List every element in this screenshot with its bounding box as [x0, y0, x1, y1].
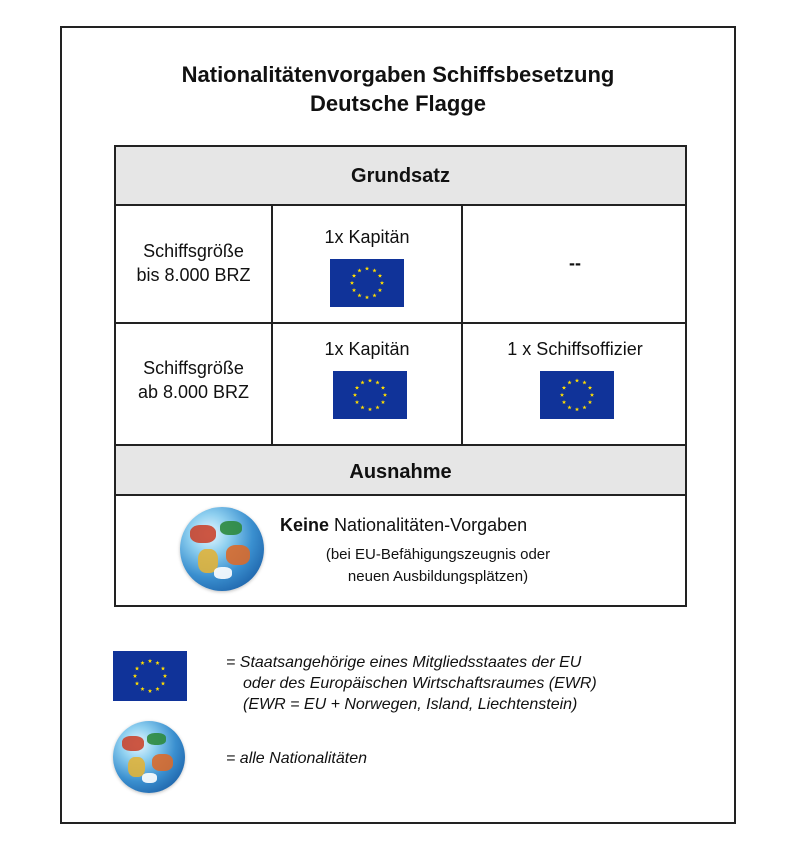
row2-captain-label: 1x Kapitän — [324, 339, 410, 359]
exception-note-line1: (bei EU-Befähigungszeugnis oder — [325, 546, 551, 563]
eu-flag-icon — [330, 259, 404, 307]
globe-icon — [180, 507, 264, 591]
legend-eu-line3: (EWR = EU + Norwegen, Island, Liechtenstein) — [243, 696, 578, 713]
row1-officer-none: -- — [569, 253, 581, 273]
header-grundsatz: Grundsatz — [116, 147, 685, 206]
exception-main — [280, 513, 620, 537]
row2-ship-size — [116, 356, 271, 404]
legend-globe: = alle Nationalitäten — [226, 750, 367, 767]
title-line-2: Deutsche Flagge — [309, 91, 487, 116]
exception-note — [288, 544, 588, 588]
row1-captain-label: 1x Kapitän — [324, 227, 410, 247]
row1-size-line1: Schiffsgröße — [143, 241, 244, 261]
exception-bold: Keine — [280, 515, 330, 535]
row1-ship-size — [116, 239, 271, 287]
legend-eu-line2: oder des Europäischen Wirtschaftsraumes (EWR) — [243, 675, 597, 692]
eu-flag-icon — [113, 651, 187, 701]
legend-eu-line1: = Staatsangehörige eines Mitgliedsstaates der EU — [226, 654, 582, 671]
title-line-1: Nationalitätenvorgaben Schiffsbesetzung — [181, 62, 615, 87]
row-divider — [116, 322, 685, 324]
column-divider-2 — [461, 206, 463, 444]
row2-size-line2: ab 8.000 BRZ — [137, 382, 250, 402]
eu-flag-icon — [540, 371, 614, 419]
rules-table — [114, 145, 687, 607]
row2-officer-label: 1 x Schiffsoffizier — [507, 339, 643, 359]
exception-rest: Nationalitäten-Vorgaben — [329, 515, 528, 535]
exception-note-line2: neuen Ausbildungsplätzen) — [347, 568, 529, 585]
exception-text — [280, 513, 620, 585]
row2-size-line1: Schiffsgröße — [143, 358, 244, 378]
row1-size-line2: bis 8.000 BRZ — [136, 265, 251, 285]
globe-icon — [113, 721, 185, 793]
eu-flag-icon — [333, 371, 407, 419]
header-ausnahme: Ausnahme — [116, 444, 685, 496]
